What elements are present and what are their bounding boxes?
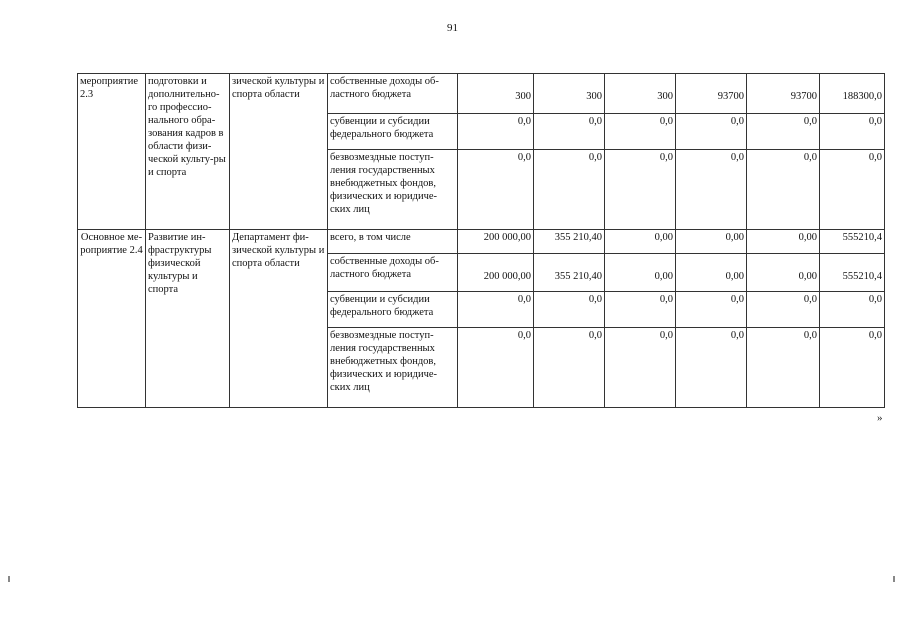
value-cell: 0,0 — [747, 292, 820, 328]
event-name-cell: Развитие ин-фраструктуры физической культуры и спорта — [146, 230, 230, 408]
value-cell: 300 — [605, 74, 676, 114]
value-cell: 0,00 — [747, 254, 820, 292]
event-name-cell: подготовки и дополнительно-го профессио-нального обра-зования кадров в области физи-ческой культу-ры и спорта — [146, 74, 230, 230]
value-cell: 0,0 — [605, 292, 676, 328]
value-cell: 0,0 — [605, 328, 676, 408]
budget-table — [77, 73, 885, 408]
value-cell: 355 210,40 — [534, 230, 605, 254]
value-cell: 0,0 — [534, 114, 605, 150]
value-cell: 93700 — [747, 74, 820, 114]
total-cell: 0,0 — [820, 114, 885, 150]
value-cell: 300 — [534, 74, 605, 114]
scan-edge-mark — [893, 576, 895, 582]
value-cell: 0,0 — [534, 150, 605, 230]
value-cell: 0,0 — [534, 292, 605, 328]
value-cell: 0,00 — [605, 230, 676, 254]
funding-source-cell: безвозмездные поступ-ления государственных внебюджетных фондов, физических и юридиче-ских лиц — [328, 150, 458, 230]
total-cell: 555210,4 — [820, 230, 885, 254]
value-cell: 200 000,00 — [458, 230, 534, 254]
table-row — [78, 230, 885, 254]
value-cell: 0,00 — [605, 254, 676, 292]
funding-source-cell: субвенции и субсидии федерального бюджета — [328, 114, 458, 150]
value-cell: 0,0 — [458, 114, 534, 150]
executor-cell: зической культуры и спорта области — [230, 74, 328, 230]
page-number: 91 — [447, 22, 458, 34]
value-cell: 0,0 — [676, 292, 747, 328]
value-cell: 0,0 — [747, 328, 820, 408]
total-cell: 188300,0 — [820, 74, 885, 114]
total-cell: 555210,4 — [820, 254, 885, 292]
value-cell: 0,0 — [458, 150, 534, 230]
value-cell: 93700 — [676, 74, 747, 114]
closing-quote-mark: » — [877, 412, 883, 424]
event-number-cell: Основное ме-роприятие 2.4 — [78, 230, 146, 408]
value-cell: 0,0 — [605, 114, 676, 150]
funding-source-cell: безвозмездные поступ-ления государственных внебюджетных фондов, физических и юридиче-ских лиц — [328, 328, 458, 408]
funding-source-cell: субвенции и субсидии федерального бюджета — [328, 292, 458, 328]
value-cell: 0,0 — [676, 328, 747, 408]
value-cell: 0,0 — [747, 114, 820, 150]
value-cell: 0,0 — [605, 150, 676, 230]
scan-edge-mark — [8, 576, 10, 582]
value-cell: 0,00 — [676, 230, 747, 254]
value-cell: 0,00 — [676, 254, 747, 292]
value-cell: 0,0 — [676, 150, 747, 230]
value-cell: 0,0 — [458, 292, 534, 328]
executor-cell: Департамент фи-зической культуры и спорта области — [230, 230, 328, 408]
value-cell: 0,00 — [747, 230, 820, 254]
event-number-cell: мероприятие 2.3 — [78, 74, 146, 230]
funding-source-cell: собственные доходы об-ластного бюджета — [328, 74, 458, 114]
value-cell: 0,0 — [534, 328, 605, 408]
value-cell: 200 000,00 — [458, 254, 534, 292]
value-cell: 0,0 — [458, 328, 534, 408]
total-cell: 0,0 — [820, 292, 885, 328]
value-cell: 300 — [458, 74, 534, 114]
funding-source-cell: собственные доходы об-ластного бюджета — [328, 254, 458, 292]
total-cell: 0,0 — [820, 150, 885, 230]
value-cell: 0,0 — [676, 114, 747, 150]
value-cell: 0,0 — [747, 150, 820, 230]
total-cell: 0,0 — [820, 328, 885, 408]
value-cell: 355 210,40 — [534, 254, 605, 292]
table-row — [78, 74, 885, 114]
funding-source-cell: всего, в том числе — [328, 230, 458, 254]
